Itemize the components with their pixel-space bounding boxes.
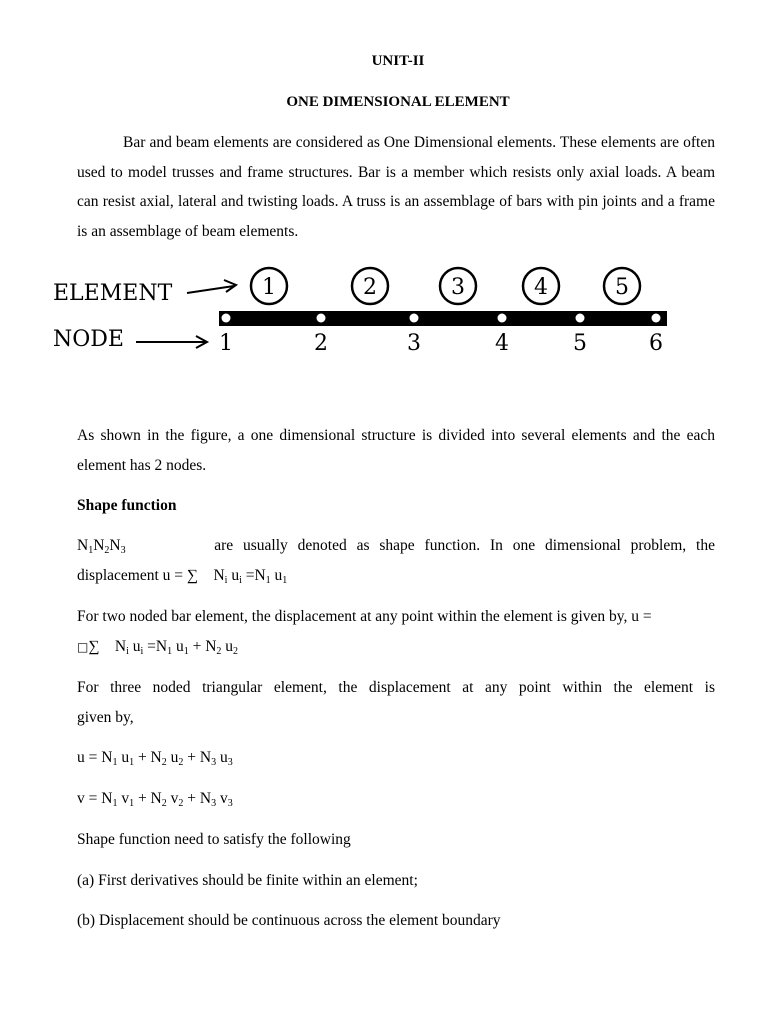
n-symbols: $N_1N_2N_3$	[77, 537, 126, 556]
shape-para-3-line-1: For three noded triangular element, the displacement at any point within the element is	[77, 679, 715, 696]
requirement-a: (a) First derivatives should be finite within an element;	[77, 872, 418, 889]
shape-para-1-line-1	[77, 537, 715, 555]
node-dot	[576, 314, 585, 323]
section-title: ONE DIMENSIONAL ELEMENT	[286, 94, 510, 110]
shape-para-1-rest: are usually denoted as shape function. In one dimensional problem, the	[214, 537, 715, 554]
requirement-b: (b) Displacement should be continuous across the element boundary	[77, 912, 501, 929]
element-node-figure	[50, 256, 680, 366]
node-number: 6	[649, 331, 663, 356]
shape-para-3-line-2: given by,	[77, 709, 134, 726]
equation-v: $v = N_1$ $v_1 + N_2$ $v_2 + N_3$ $v_3$	[77, 790, 233, 809]
shape-function-heading: Shape function	[77, 497, 177, 514]
node-dot	[222, 314, 231, 323]
element-number: 2	[363, 275, 377, 300]
element-marker-3	[440, 268, 476, 304]
element-number: 5	[615, 275, 629, 300]
element-marker-1	[251, 268, 287, 304]
node-dot	[317, 314, 326, 323]
element-number: 4	[534, 275, 548, 300]
requirements-intro: Shape function need to satisfy the following	[77, 831, 351, 848]
element-marker-2	[352, 268, 388, 304]
bar-beam	[219, 311, 667, 326]
intro-paragraph	[77, 128, 715, 246]
figure-paragraph-text: As shown in the figure, a one dimensional structure is divided into several elements and the each element has 2 nodes.	[77, 427, 715, 474]
node-dot	[652, 314, 661, 323]
node-number: 5	[573, 331, 587, 356]
figure-paragraph	[77, 421, 715, 480]
node-number: 2	[314, 331, 328, 356]
unit-title: UNIT-II	[371, 53, 425, 69]
element-marker-4	[523, 268, 559, 304]
element-marker-5	[604, 268, 640, 304]
sigma-symbol: ∑	[186, 567, 198, 584]
node-number: 3	[407, 331, 421, 356]
shape-para-1-line-2: displacement u = ∑ $N_i$ $u_i =N_1$ $u_1$	[77, 567, 288, 586]
element-arrow	[187, 280, 236, 293]
shape-para-2-line-1: For two noded bar element, the displacement at any point within the element is given by, u =	[77, 608, 652, 625]
node-dot	[498, 314, 507, 323]
node-number: 1	[219, 331, 233, 356]
element-label: ELEMENT	[53, 281, 173, 306]
intro-text: Bar and beam elements are considered as One Dimensional elements. These elements are often used to model trusses and frame structures. Bar is a member which resists only axial loads. A beam can resist axial, lateral and twisting loads. A truss is an assemblage of bars with pin joints and a frame is an assemblage of beam elements.	[77, 134, 715, 240]
element-number: 3	[451, 275, 465, 300]
box-glyph: □	[77, 640, 89, 654]
element-number: 1	[262, 275, 276, 300]
node-number: 4	[495, 331, 509, 356]
node-label: NODE	[53, 327, 124, 352]
node-dot	[410, 314, 419, 323]
shape-para-2-line-2: □∑ $N_i$ $u_i =N_1$ $u_1 + N_2$ $u_2$	[77, 638, 239, 657]
sigma-symbol: ∑	[88, 638, 100, 655]
node-arrow	[136, 336, 207, 348]
equation-u: $u = N_1$ $u_1 + N_2$ $u_2 + N_3$ $u_3$	[77, 749, 233, 768]
